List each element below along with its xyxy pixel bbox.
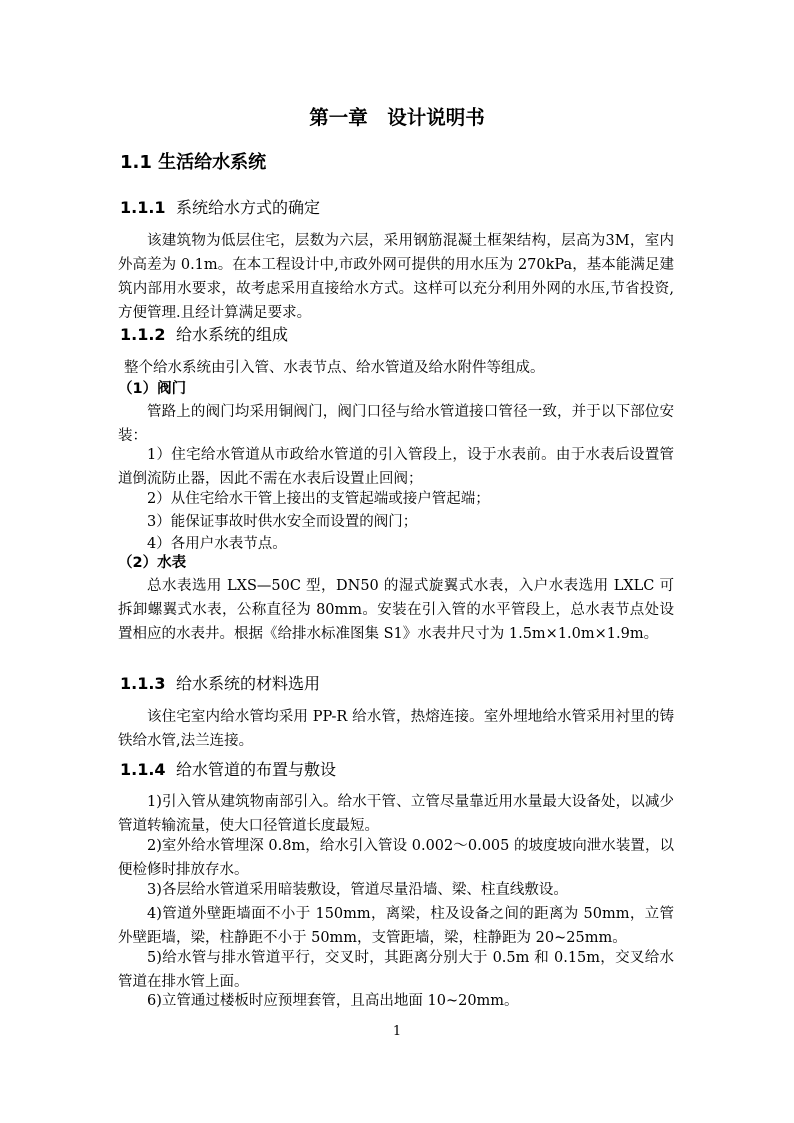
valve-item-2: 2）从住宅给水干管上接出的支管起端或接户管起端； xyxy=(147,491,490,507)
subsection-heading-1-1-3 xyxy=(120,671,320,697)
subsection-heading-1-1-2 xyxy=(120,322,288,348)
valve-paragraph: 管路上的阀门均采用铜阀门，阀门口径与给水管道接口管径一致，并于以下部位安装： xyxy=(118,404,674,444)
valve-item-1: 1）住宅给水管道从市政给水管道的引入管段上，设于水表前。由于水表后设置管道倒流防止器，因此不需在水表后设置止回阀； xyxy=(118,447,674,487)
layout-item-4: 4)管道外壁距墙面不小于 150mm，离梁，柱及设备之间的距离为 50mm，立管外壁距墙，梁，柱静距不小于 50mm，支管距墙，梁，柱静距为 20~25mm。 xyxy=(118,906,674,946)
subsection-number: 1.1.4 xyxy=(120,760,166,779)
subsection-heading-1-1-1 xyxy=(120,195,320,221)
subsection-title: 给水系统的材料选用 xyxy=(176,674,321,693)
subsection-number: 1.1.1 xyxy=(120,198,166,217)
page-number: 1 xyxy=(392,1024,402,1039)
paragraph-supply-method: 该建筑物为低层住宅，层数为六层，采用钢筋混凝土框架结构，层高为3M，室内外高差为 0.1m。在本工程设计中,市政外网可提供的用水压为 270kPa，基本能满足建筑内部用水要求，故考虑采用直接给水方式。这样可以充分利用外网的水压,节省投资,方便管理.且经计算满足要求。 xyxy=(118,233,674,321)
layout-item-2: 2)室外给水管埋深 0.8m，给水引入管设 0.002～0.005 的坡度坡向泄水装置，以便检修时排放存水。 xyxy=(118,838,674,878)
section-heading: 1.1 生活给水系统 xyxy=(120,152,267,173)
layout-item-1: 1)引入管从建筑物南部引入。给水干管、立管尽量靠近用水量最大设备处，以减少管道转输流量，使大口径管道长度最短。 xyxy=(118,794,674,834)
paragraph-system-composition: 整个给水系统由引入管、水表节点、给水管道及给水附件等组成。 xyxy=(124,360,545,376)
valve-item-4: 4）各用户水表节点。 xyxy=(147,536,287,552)
subsection-heading-1-1-4 xyxy=(120,757,336,783)
meter-heading: （2）水表 xyxy=(118,555,187,571)
subsection-title: 给水系统的组成 xyxy=(176,325,289,344)
subsection-number: 1.1.3 xyxy=(120,674,166,693)
subsection-title: 给水管道的布置与敷设 xyxy=(176,760,337,779)
valve-heading: （1）阀门 xyxy=(118,381,187,397)
layout-item-6: 6)立管通过楼板时应预埋套管，且高出地面 10~20mm。 xyxy=(147,993,519,1009)
valve-item-3: 3）能保证事故时供水安全而设置的阀门； xyxy=(147,514,418,530)
paragraph-materials: 该住宅室内给水管均采用 PP-R 给水管，热熔连接。室外埋地给水管采用衬里的铸铁给水管,法兰连接。 xyxy=(118,709,674,749)
layout-item-5: 5)给水管与排水管道平行，交叉时，其距离分别大于 0.5m 和 0.15m，交叉给水管道在排水管上面。 xyxy=(118,950,674,990)
subsection-number: 1.1.2 xyxy=(120,325,166,344)
layout-item-3: 3)各层给水管道采用暗装敷设，管道尽量沿墙、梁、柱直线敷设。 xyxy=(147,882,568,898)
meter-paragraph: 总水表选用 LXS—50C 型，DN50 的湿式旋翼式水表，入户水表选用 LXLC 可拆卸螺翼式水表，公称直径为 80mm。安装在引入管的水平管段上，总水表节点处设置相应的水表井。根据《给排水标准图集 S1》水表井尺寸为 1.5m×1.0m×1.9m。 xyxy=(118,578,674,642)
subsection-title: 系统给水方式的确定 xyxy=(176,198,321,217)
chapter-title: 第一章 设计说明书 xyxy=(309,106,485,129)
